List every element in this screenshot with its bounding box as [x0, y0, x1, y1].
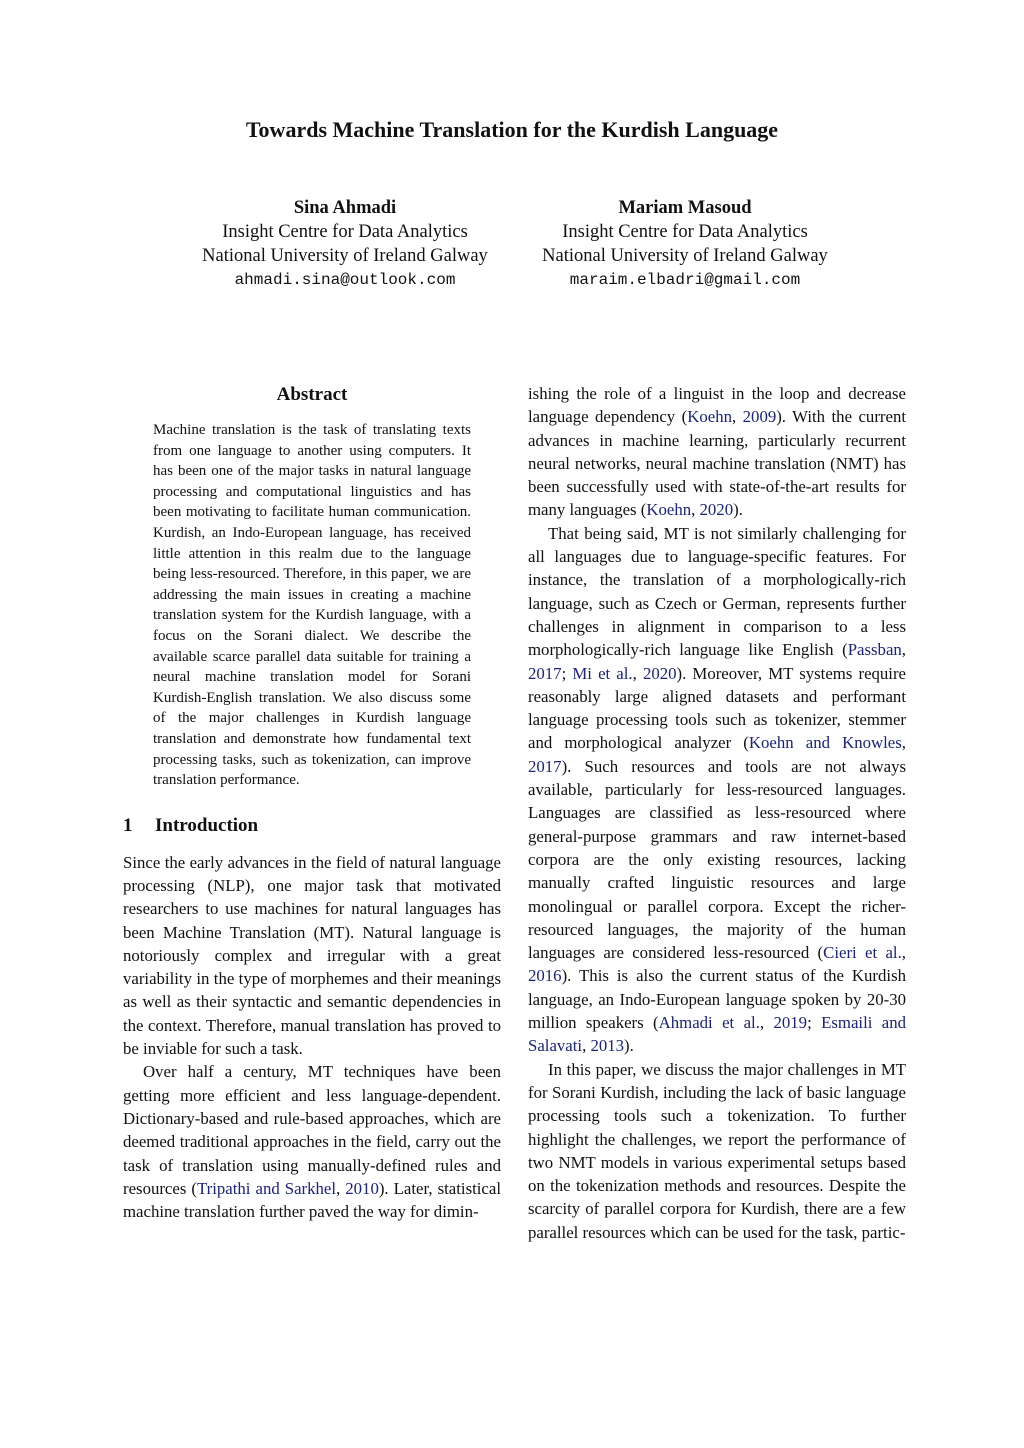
left-column — [123, 382, 501, 1223]
paragraph-text: ). With the current advances in machine learning, particularly recurrent neural networks, neural machine translation (NMT) has been successfully used with state-of-the-art results for many languages ( — [528, 407, 907, 520]
citation-year-link[interactable]: 2009 — [742, 407, 777, 427]
paragraph-text: Over half a century, MT techniques have been getting more efficient and less language-dependent. Dictionary-based and rule-based approaches, which are deemed traditional approaches in the field, carry out the task of translation using manually-defined rules and resources ( — [123, 1062, 501, 1198]
intro-paragraph-4: In this paper, we discuss the major challenges in MT for Sorani Kurdish, including the lack of basic language processing tools such a tokenization. To further highlight the challenges, we report the performance of two NMT models in various experimental setups based on the tokenization methods and resources. Despite the scarcity of parallel corpora for Kurdish, there are a few parallel resources which can be used for the task, partic- — [528, 1059, 906, 1242]
intro-paragraph-2 — [123, 1060, 501, 1223]
intro-paragraph-3: That being said, MT is not similarly challenging for all languages due to language-specific features. For instance, the translation of a morphologically-rich language, such as Czech or German, represents further challenges in alignment in comparison to a less morphologically-rich language like English (Passban, 2017; Mi et al., 2020). Moreover, MT systems require reasonably large aligned datasets and performant language processing tools such as tokenizer, stemmer and morphological analyzer (Koehn and Knowles, 2017). Such resources and tools are not always available, particularly for less-resourced languages. Languages are classified as less-resourced where general-purpose grammars and raw internet-based corpora are the only existing resources, lacking manually crafted linguistic resources and large monolingual or parallel corpora. Except the richer-resourced languages, the majority of the human languages are considered less-resourced (Cieri et al., 2016). This is also the current status of the Kurdish language, an Indo-European language spoken by 20-30 million speakers (Ahmadi et al., 2019; Esmaili and Salavati, 2013). — [528, 523, 907, 1056]
section-title: Introduction — [155, 814, 259, 836]
paragraph-text: , — [336, 1178, 346, 1198]
citation-year-link[interactable]: 2019 — [773, 1013, 808, 1033]
author-block-2 — [515, 196, 855, 292]
citation-link[interactable]: Tripathi and Sarkhel — [197, 1178, 337, 1198]
paragraph-text: ). — [733, 500, 743, 520]
author-affiliation: Insight Centre for Data Analytics — [222, 222, 468, 242]
citation-link[interactable]: Mi et al. — [572, 663, 633, 683]
paragraph-text: ). This is also the current status of the Kurdish language, an Indo-European language spoken by 20-30 million speakers ( — [528, 966, 906, 1033]
intro-paragraph-2-continued: ishing the role of a linguist in the loop and decrease language dependency (Koehn, 2009). With the current advances in machine learning, particularly recurrent neural networks, neural machine translation (NMT) has been successfully used with state-of-the-art results for many languages (Koehn, 2020). — [528, 384, 907, 520]
author-institution: National University of Ireland Galway — [202, 246, 488, 266]
citation-year-link[interactable]: 2020 — [699, 500, 734, 520]
citation-year-link[interactable]: 2010 — [345, 1178, 379, 1198]
citation-year-link[interactable]: 2017 — [528, 756, 562, 776]
citation-year-link[interactable]: 2013 — [590, 1036, 625, 1056]
citation-link[interactable]: Passban — [847, 640, 902, 660]
citation-link[interactable]: Koehn and Knowles — [748, 733, 902, 753]
intro-paragraph-1: Since the early advances in the field of natural language processing (NLP), one major task that motivated researchers to use machines for natural languages has been Machine Translation (MT). Natural language is notoriously complex and irregular with a great variability in the type of morphemes and their meanings as well as their syntactic and semantic dependencies in the context. Therefore, manual translation has proved to be inviable for such a task. — [123, 852, 501, 1059]
paragraph-text: ). Later, statistical machine translation further paved the way for dimin- — [123, 1178, 501, 1222]
paragraph-text: ). Such resources and tools are not always available, particularly for less-resourced languages. Languages are classified as less-resourced where general-purpose grammars and raw internet-based corpora are the only existing resources, lacking manually crafted linguistic resources and large monolingual or parallel corpora. Except the richer-resourced languages, the majority of the human languages are considered less-resourced ( — [528, 756, 906, 963]
author-institution: National University of Ireland Galway — [542, 246, 828, 266]
author-email: maraim.elbadri@gmail.com — [569, 271, 801, 289]
author-email: ahmadi.sina@outlook.com — [234, 271, 456, 289]
paragraph-text: ). Moreover, MT systems require reasonably large aligned datasets and performant language processing tools such as tokenizer, stemmer and morphological analyzer ( — [528, 663, 906, 753]
right-column — [528, 382, 906, 1244]
abstract-heading: Abstract — [276, 384, 348, 405]
citation-year-link[interactable]: 2020 — [642, 663, 677, 683]
citation-link[interactable]: Cieri et al. — [823, 943, 902, 963]
section-number: 1 — [123, 814, 133, 836]
paragraph-text: That being said, MT is not similarly challenging for all languages due to language-specific features. For instance, the translation of a morphologically-rich language, such as Czech or German, represents further challenges in alignment in comparison to a less morphologically-rich language like English ( — [528, 523, 906, 660]
citation-link[interactable]: Koehn — [646, 500, 692, 520]
author-name: Mariam Masoud — [618, 198, 752, 218]
author-name: Sina Ahmadi — [293, 198, 397, 218]
citation-link[interactable]: Koehn — [687, 407, 732, 427]
paragraph-text: ). — [624, 1036, 634, 1056]
citation-link[interactable]: Esmaili and Salavati — [528, 1013, 907, 1056]
paragraph-text: ishing the role of a linguist in the loop and decrease language dependency ( — [528, 384, 906, 427]
citation-year-link[interactable]: 2017 — [528, 663, 562, 683]
abstract-text: Machine translation is the task of translating texts from one language to another using computers. It has been one of the major tasks in natural language processing and computational linguistics and has been motivating to facilitate human communication. Kurdish, an Indo-European language, has received little attention in this realm due to the language being less-resourced. Therefore, in this paper, we are addressing the main issues in creating a machine translation system for the Kurdish language, with a focus on the Sorani dialect. We describe the available scarce parallel data suitable for training a neural machine translation model for Sorani Kurdish-English translation. We also discuss some of the major challenges in Kurdish language translation and demonstrate how fundamental text processing tasks, such as tokenization, can improve translation performance. — [153, 422, 471, 789]
citation-link[interactable]: Ahmadi et al. — [658, 1013, 760, 1033]
paper-title: Towards Machine Translation for the Kurdish Language — [245, 117, 779, 142]
author-block-1 — [175, 196, 515, 292]
section-heading-introduction — [123, 813, 501, 839]
author-affiliation: Insight Centre for Data Analytics — [562, 222, 808, 242]
citation-year-link[interactable]: 2016 — [528, 966, 562, 986]
